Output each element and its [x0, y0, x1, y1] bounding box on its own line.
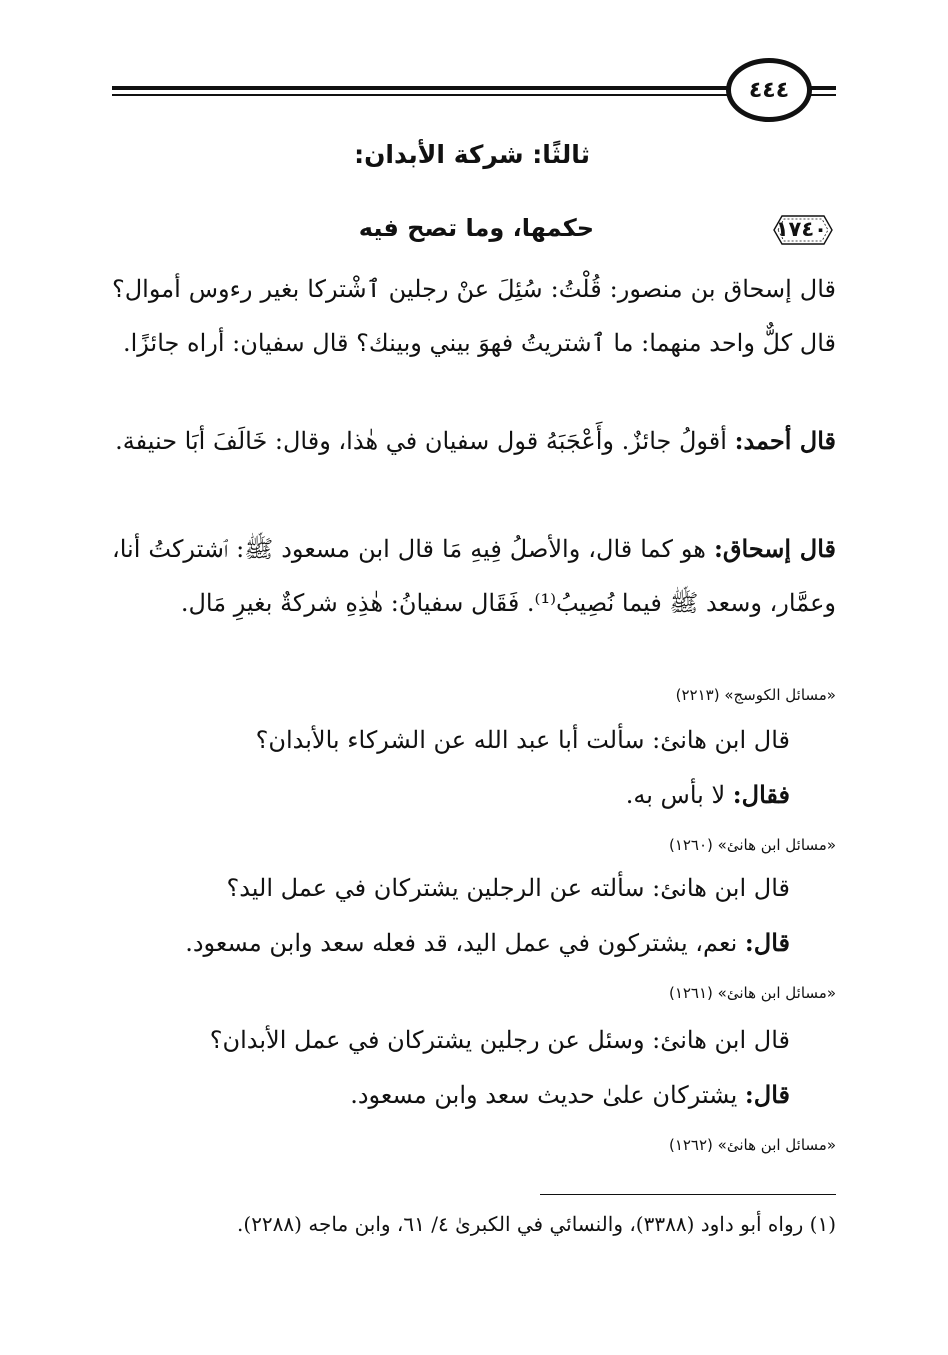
answer-line	[626, 780, 790, 809]
topic-heading	[112, 210, 836, 250]
paragraph-text: قال إسحاق بن منصور: قُلْتُ: سُئِلَ عنْ رجلين ٱشْتركا بغير رءوس أموال؟ قال كلٌّ واحد منهما: ما ٱشتريتُ فهوَ بيني وبينك؟ قال سفيان: أراه جائزًا.	[112, 275, 836, 357]
question-line: قال ابن هانئ: سألته عن الرجلين يشتركان في عمل اليد؟	[226, 874, 790, 902]
answer-label: قال:	[744, 928, 790, 957]
source-citation: «مسائل ابن هانئ» (١٢٦١)	[668, 984, 836, 1002]
source-citation: «مسائل ابن هانئ» (١٢٦٠)	[668, 836, 836, 854]
answer-text: نعم، يشتركون في عمل اليد، قد فعله سعد وابن مسعود.	[185, 929, 745, 957]
paragraph-ishaq	[112, 522, 836, 630]
answer-line	[185, 928, 790, 957]
question-line: قال ابن هانئ: وسئل عن رجلين يشتركان في عمل الأبدان؟	[209, 1026, 790, 1054]
speaker-label: قال أحمد:	[734, 426, 836, 455]
answer-text: يشتركان علىٰ حديث سعد وابن مسعود.	[350, 1081, 745, 1109]
topic-title: حكمها، وما تصح فيه	[358, 214, 594, 242]
answer-label: فقال:	[732, 780, 790, 809]
answer-line	[350, 1080, 790, 1109]
answer-text: لا بأس به.	[625, 781, 733, 809]
section-title: ثالثًا: شركة الأبدان:	[354, 140, 590, 169]
page-number: ٤٤٤	[748, 77, 790, 103]
page-number-badge	[726, 58, 812, 122]
topic-number: ١٧٤٠	[775, 217, 827, 241]
paragraph-ishaq-ibn-mansur	[112, 262, 836, 370]
paragraph-ahmad	[112, 414, 836, 468]
source-citation: «مسائل الكوسج» (٢٢١٣)	[675, 686, 836, 704]
speaker-label: قال إسحاق:	[713, 534, 836, 563]
paragraph-text: أقولُ جائزٌ. وأَعْجَبَهُ قول سفيان في هٰذا، وقال: خَالَفَ أبَا حنيفة.	[115, 427, 735, 455]
footnote-divider	[540, 1194, 836, 1195]
question-line: قال ابن هانئ: سألت أبا عبد الله عن الشركاء بالأبدان؟	[255, 726, 790, 754]
paragraph-text: هو كما قال، والأصلُ فِيهِ مَا قال ابن مسعود ﷺ: ٱشتركتُ أنا، وعمَّار، وسعد ﷺ فيما نُصِيبُ⁽¹⁾. فَقَال سفيانُ: هٰذِهِ شركةٌ بغيرِ مَال.	[112, 535, 836, 617]
source-citation: «مسائل ابن هانئ» (١٢٦٢)	[668, 1136, 836, 1154]
footnote: (١) رواه أبو داود (٣٣٨٨)، والنسائي في الكبرىٰ ٤/ ٦١، وابن ماجه (٢٢٨٨).	[237, 1212, 836, 1236]
topic-number-ornament	[770, 210, 836, 250]
answer-label: قال:	[744, 1080, 790, 1109]
